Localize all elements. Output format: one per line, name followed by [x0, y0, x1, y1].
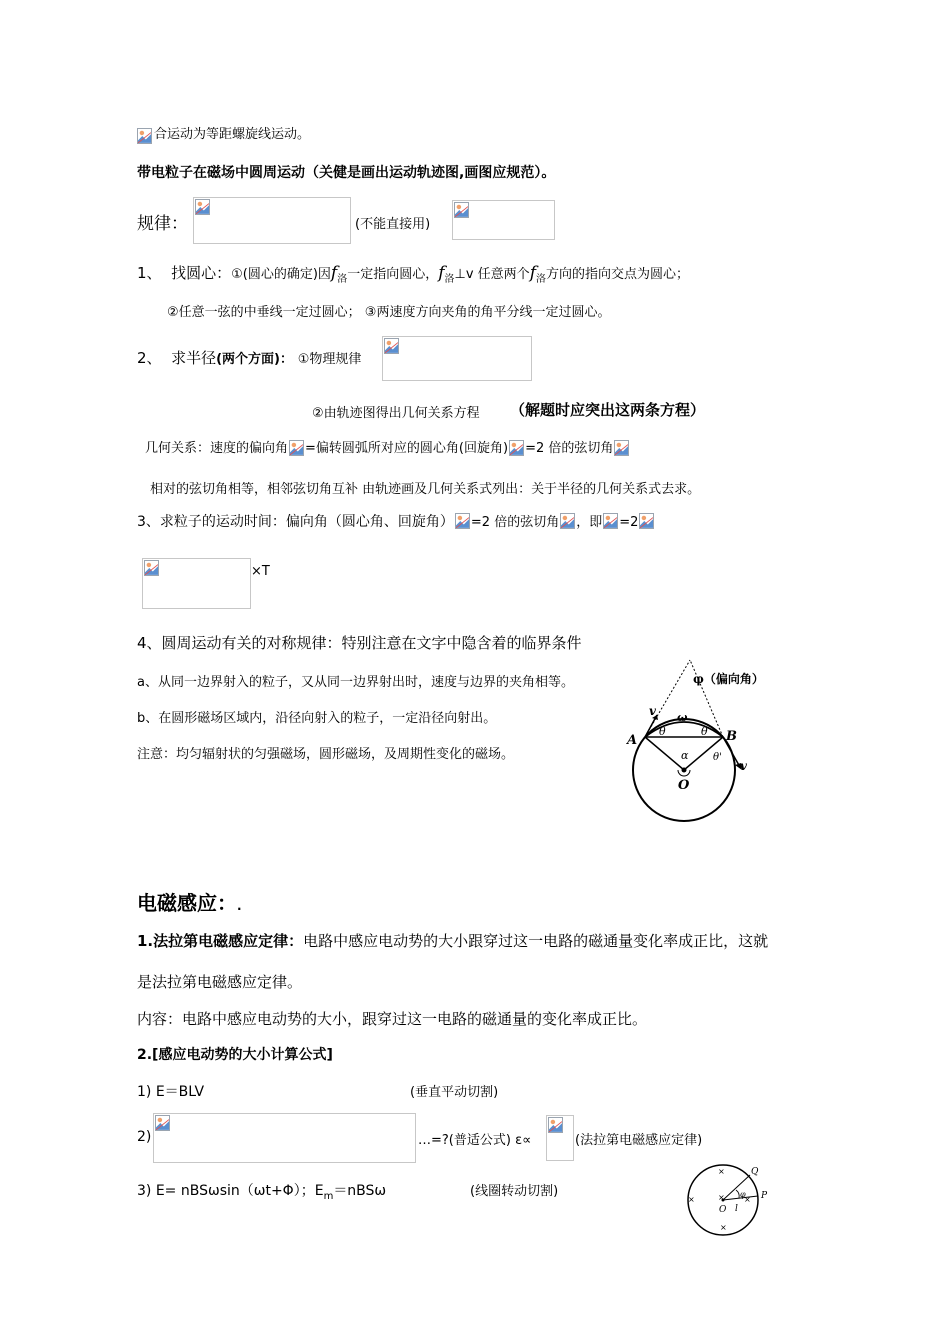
item-title: 求半径	[171, 349, 217, 367]
formula-2-note: (法拉第电磁感应定律)	[575, 1133, 703, 1148]
image-placeholder-icon	[384, 338, 399, 354]
angle-mark	[736, 1190, 739, 1198]
rule-label: 规律：	[137, 214, 188, 234]
faraday-line2: 是法拉第电磁感应定律。	[137, 973, 303, 991]
item-text: 方向的指向交点为圆心；	[545, 267, 689, 282]
item2-line1	[137, 347, 361, 368]
item-text: =2 倍的弦切角	[470, 515, 560, 530]
image-placeholder-icon	[548, 1117, 563, 1133]
subscript: m	[323, 1190, 334, 1202]
formula-3	[137, 1180, 386, 1202]
field-cross-icon: ×	[720, 1223, 727, 1232]
item3-line	[137, 511, 655, 531]
item-number: 1、	[137, 264, 162, 282]
point-Q-label: Q	[751, 1167, 759, 1177]
formula-image-box	[142, 558, 251, 609]
formula-1: 1) E＝BLV	[137, 1084, 205, 1100]
image-placeholder-icon	[195, 199, 210, 215]
image-placeholder-icon	[509, 440, 524, 456]
image-placeholder-icon	[639, 513, 654, 529]
item2-emphasis: （解题时应突出这两条方程）	[510, 401, 706, 419]
image-placeholder-icon	[144, 560, 159, 576]
center-O-label: O	[678, 778, 690, 793]
content-line: 内容：电路中感应电动势的大小，跟穿过这一电路的磁通量的变化率成正比。	[137, 1010, 648, 1028]
field-cross-icon: ×	[688, 1195, 695, 1204]
times-T: ×T	[251, 564, 270, 579]
formula-1-note: (垂直平动切割)	[410, 1085, 499, 1100]
em-heading-dot: .	[237, 899, 242, 913]
formula-image-box	[546, 1115, 574, 1161]
formula-title: 2.[感应电动势的大小计算公式]	[137, 1047, 333, 1063]
radius-line	[645, 737, 684, 770]
force-symbol: f	[529, 263, 536, 283]
item4-a: a、从同一边界射入的粒子，又从同一边界射出时，速度与边界的夹角相等。	[137, 675, 574, 690]
formula-3-text: ＝nBSω	[333, 1183, 387, 1199]
item1-line1	[137, 262, 689, 285]
theta-label: θ	[701, 725, 708, 738]
item-text: ⊥v 任意两个	[454, 267, 530, 282]
item-number: 2、	[137, 349, 162, 367]
item4-b: b、在圆形磁场区域内，沿径向射入的粒子，一定沿径向射出。	[137, 711, 497, 726]
field-cross-icon: ×	[744, 1195, 751, 1204]
formula-2-mid: …=?(普适公式) ε∝	[418, 1133, 532, 1148]
geometry-line2: 相对的弦切角相等，相邻弦切角互补 由轨迹画及几何关系式列出：关于半径的几何关系式去求。	[150, 482, 701, 497]
center-point	[682, 768, 687, 773]
geometry-text: =2 倍的弦切角	[525, 441, 614, 456]
formula-image-box	[382, 336, 532, 381]
image-placeholder-icon	[454, 202, 469, 218]
item4-title: 4、圆周运动有关的对称规律：特别注意在文字中隐含着的临界条件	[137, 634, 582, 652]
rotating-coil-diagram	[678, 1160, 778, 1240]
velocity-label: v	[649, 704, 656, 718]
item2-line2: ②由轨迹图得出几何关系方程	[312, 406, 480, 421]
item-text: 一定指向圆心，	[347, 267, 439, 282]
image-placeholder-icon	[603, 513, 618, 529]
rule-note: (不能直接用)	[355, 217, 431, 232]
velocity-label: v	[740, 759, 747, 773]
geometry-line1	[145, 437, 630, 457]
image-placeholder-icon	[560, 513, 575, 529]
item-text: 3、求粒子的运动时间：偏向角（圆心角、回旋角）	[137, 514, 454, 530]
formula-image-box	[153, 1113, 416, 1163]
image-placeholder-icon	[155, 1115, 170, 1131]
faraday-line1	[137, 930, 768, 951]
point-B-label: B	[726, 729, 737, 744]
section-heading: 带电粒子在磁场中圆周运动（关健是画出运动轨迹图,画图应规范）。	[137, 165, 556, 181]
subscript: 洛	[337, 274, 348, 285]
omega-label: ω	[677, 711, 688, 724]
force-symbol: f	[438, 263, 445, 283]
center-O-label: O	[719, 1205, 727, 1215]
item-bold: (两个方面)：	[216, 352, 293, 367]
item1-line2: ②任意一弦的中垂线一定过圆心； ③两速度方向夹角的角平分线一定过圆心。	[167, 305, 611, 320]
em-heading-text: 电磁感应：	[137, 891, 237, 915]
field-cross-icon: ×	[718, 1193, 725, 1202]
theta-prime-label: θ'	[713, 752, 722, 763]
formula-2: 2)	[137, 1129, 152, 1145]
image-placeholder-icon	[455, 513, 470, 529]
item-text: ①(圆心的确定)因	[231, 267, 331, 282]
item4-note: 注意：均匀辐射状的匀强磁场，圆形磁场，及周期性变化的磁场。	[137, 747, 515, 762]
item-title: 找圆心：	[171, 264, 232, 282]
geometry-text: 几何关系：速度的偏向角	[145, 441, 289, 456]
alpha-label: α	[681, 749, 689, 762]
image-placeholder-icon	[137, 128, 152, 144]
faraday-text: 电路中感应电动势的大小跟穿过这一电路的磁通量变化率成正比，这就	[303, 932, 769, 950]
image-placeholder-icon	[614, 440, 629, 456]
subscript: 洛	[535, 274, 546, 285]
faraday-title: 1.法拉第电磁感应定律：	[137, 932, 304, 950]
formula-3-text: 3) E= nBSωsin（ωt+Φ）；E	[137, 1183, 324, 1199]
item-text: =2	[619, 515, 639, 530]
top-line: 合运动为等距螺旋线运动。	[154, 127, 311, 142]
trajectory-arc	[645, 722, 723, 737]
formula-image-box	[452, 200, 555, 240]
point-A-label: A	[627, 733, 638, 748]
point-P-label: P	[761, 1191, 768, 1201]
deflection-angle-diagram	[615, 655, 790, 825]
em-heading	[137, 887, 242, 916]
force-symbol: f	[330, 263, 338, 283]
field-cross-icon: ×	[718, 1167, 725, 1176]
phi-label: φ（偏向角）	[693, 672, 764, 686]
length-l-label: l	[735, 1204, 738, 1214]
phi-label: φ	[740, 1190, 746, 1199]
formula-3-note: (线圈转动切割)	[470, 1184, 559, 1199]
theta-label: θ	[659, 725, 666, 738]
subscript: 洛	[444, 274, 455, 285]
formula-image-box	[193, 197, 351, 244]
item-text: ①物理规律	[297, 352, 362, 367]
item-text: ，即	[576, 515, 603, 530]
image-placeholder-icon	[289, 440, 304, 456]
geometry-text: =偏转圆弧所对应的圆心角(回旋角)	[305, 441, 509, 456]
